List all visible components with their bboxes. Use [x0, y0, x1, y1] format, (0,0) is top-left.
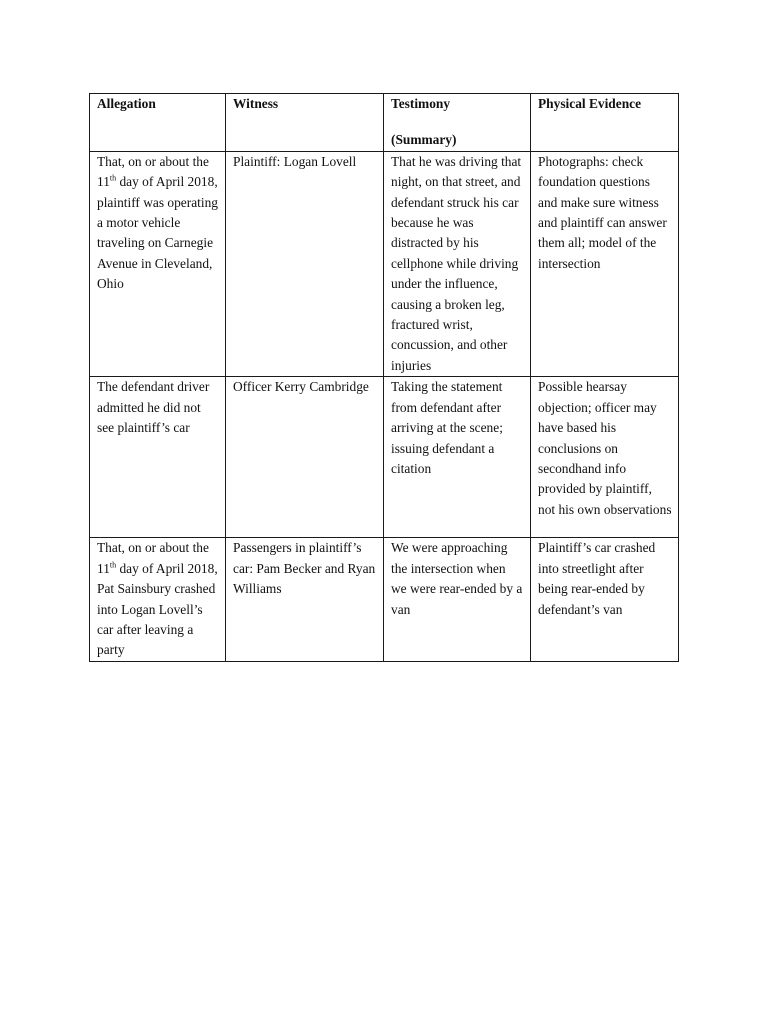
cell-allegation: [90, 377, 226, 538]
cell-testimony: [384, 377, 531, 538]
cell-witness: [226, 538, 384, 661]
header-witness: [226, 94, 384, 152]
header-testimony: [384, 94, 531, 152]
cell-physical-evidence: [531, 151, 679, 376]
header-physical-evidence: [531, 94, 679, 152]
cell-physical-evidence: [531, 377, 679, 538]
cell-physical-evidence: [531, 538, 679, 661]
header-allegation-label: Allegation: [97, 96, 156, 111]
header-testimony-sublabel: (Summary): [391, 132, 457, 148]
cell-allegation: [90, 538, 226, 661]
testimony-text: Taking the statement from defendant after arriving at the scene; issuing defendant a citation: [391, 379, 503, 476]
allegation-text-start: That, on or about the 11: [97, 540, 209, 576]
table-row: [90, 377, 679, 538]
cell-allegation: [90, 151, 226, 376]
witness-text: Officer Kerry Cambridge: [233, 379, 369, 395]
physical-evidence-text: Possible hearsay objection; officer may have based his conclusions on secondhand info provided by plaintiff, not his own observations: [538, 379, 672, 517]
testimony-text: We were approaching the intersection when we were rear-ended by a van: [391, 540, 523, 617]
physical-evidence-text: Photographs: check foundation questions and make sure witness and plaintiff can answer them all; model of the intersection: [538, 153, 667, 271]
evidence-table: [89, 93, 679, 662]
testimony-text: That he was driving that night, on that street, and defendant struck his car because he was distracted by his cellphone while driving under the influence, causing a broken leg, fractured wrist, concussion, and other injuries: [391, 153, 522, 373]
allegation-text: The defendant driver admitted he did not see plaintiff’s car: [97, 379, 210, 436]
cell-testimony: [384, 151, 531, 376]
cell-witness: [226, 377, 384, 538]
allegation-text-start: That, on or about the 11: [97, 153, 209, 190]
header-witness-label: Witness: [233, 96, 279, 111]
cell-testimony: [384, 538, 531, 661]
allegation-text-end: day of April 2018, plaintiff was operating a motor vehicle traveling on Carnegie Avenue in Cleveland, Ohio: [97, 174, 218, 292]
table-header-row: [90, 94, 679, 152]
cell-witness: [226, 151, 384, 376]
ordinal-suffix: th: [109, 173, 117, 183]
allegation-text-end: day of April 2018, Pat Sainsbury crashed into Logan Lovell’s car after leaving a party: [97, 560, 218, 658]
header-testimony-label: Testimony: [391, 96, 451, 111]
witness-text: Plaintiff: Logan Lovell: [233, 153, 357, 169]
physical-evidence-text: Plaintiff’s car crashed into streetlight after being rear-ended by defendant’s van: [538, 540, 656, 617]
table-row: [90, 151, 679, 376]
witness-text: Passengers in plaintiff’s car: Pam Becker and Ryan Williams: [233, 540, 376, 597]
ordinal-suffix: th: [109, 560, 117, 570]
table-row: [90, 538, 679, 661]
header-allegation: [90, 94, 226, 152]
header-physical-evidence-label: Physical Evidence: [538, 96, 642, 111]
